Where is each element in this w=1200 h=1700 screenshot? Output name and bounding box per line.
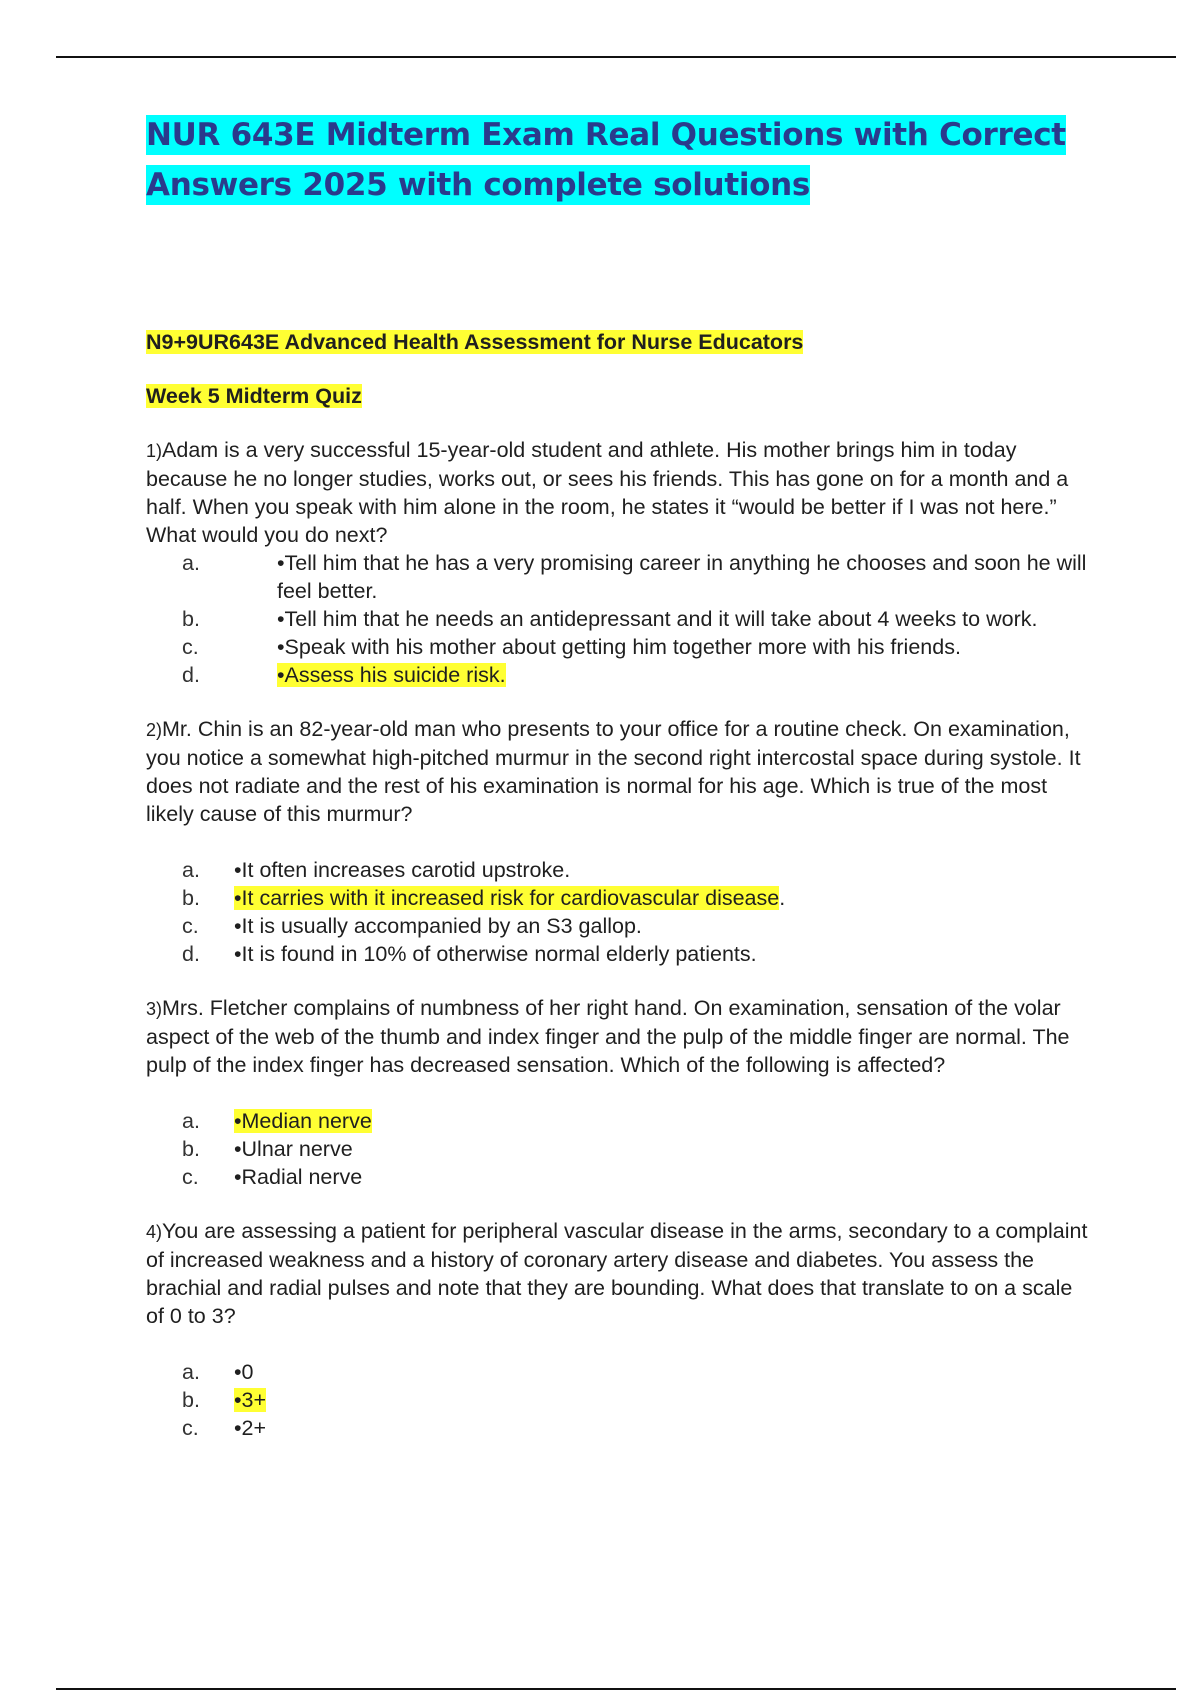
option: c. •2+: [182, 1416, 267, 1440]
question-text: Mrs. Fletcher complains of numbness of her right hand. On examination, sensation of the volar aspect of the web of the thumb and index finger and the pulp of the middle finger are normal. The pulp of the index finger has decreased sensation. Which of the following is affected?: [146, 996, 1070, 1077]
question-text: Mr. Chin is an 82-year-old man who presents to your office for a routine check. On examination, you notice a somewhat high-pitched murmur in the second right intercostal space during systole. It does not radiate and the rest of his examination is normal for his age. Which is true of the most likely cause of this murmur?: [146, 717, 1081, 826]
correct-option: a. •Median nerve: [182, 1109, 372, 1133]
option: b. •Tell him that he needs an antidepressant and it will take about 4 weeks to work.: [182, 607, 1038, 631]
question-4: [146, 1217, 1096, 1330]
question-3-options: [146, 1107, 1096, 1191]
page-title: NUR 643E Midterm Exam Real Questions with Correct Answers 2025 with complete solutions: [146, 117, 1066, 203]
option: c. •Radial nerve: [182, 1165, 363, 1189]
option: a. •Tell him that he has a very promising career in anything he chooses and soon he will feel better.: [182, 551, 1087, 603]
option: c. •Speak with his mother about getting him together more with his friends.: [182, 635, 961, 659]
option: d. •It is found in 10% of otherwise normal elderly patients.: [182, 942, 757, 966]
option: b. •Ulnar nerve: [182, 1137, 353, 1161]
question-1-options: [146, 549, 1096, 689]
option: a. •It often increases carotid upstroke.: [182, 858, 571, 882]
question-number: 4): [146, 1222, 163, 1242]
question-text: Adam is a very successful 15-year-old student and athlete. His mother brings him in today because he no longer studies, works out, or sees his friends. This has gone on for a month and a half. When you speak with him alone in the room, he states it “would be better if I was not here.” What would you do next?: [146, 438, 1069, 547]
question-text: You are assessing a patient for peripheral vascular disease in the arms, secondary to a complaint of increased weakness and a history of coronary artery disease and diabetes. You assess the brachial and radial pulses and note that they are bounding. What does that translate to on a scale of 0 to 3?: [146, 1219, 1088, 1328]
option: a. •0: [182, 1360, 254, 1384]
document-body: [146, 110, 1096, 1442]
question-3: [146, 994, 1096, 1079]
correct-option: b. •It carries with it increased risk for cardiovascular disease.: [182, 886, 786, 910]
quiz-title: Week 5 Midterm Quiz: [146, 384, 362, 408]
bottom-rule: [56, 1688, 1176, 1690]
question-number: 2): [146, 720, 163, 740]
correct-option: b. •3+: [182, 1388, 267, 1412]
question-number: 1): [146, 441, 163, 461]
top-rule: [56, 56, 1176, 58]
question-2-options: [146, 856, 1096, 968]
correct-option: d. •Assess his suicide risk.: [182, 663, 506, 687]
question-2: [146, 715, 1096, 828]
question-number: 3): [146, 999, 163, 1019]
option: c. •It is usually accompanied by an S3 gallop.: [182, 914, 642, 938]
question-1: [146, 436, 1096, 549]
course-name: N9+9UR643E Advanced Health Assessment for Nurse Educators: [146, 330, 804, 354]
question-4-options: [146, 1358, 1096, 1442]
